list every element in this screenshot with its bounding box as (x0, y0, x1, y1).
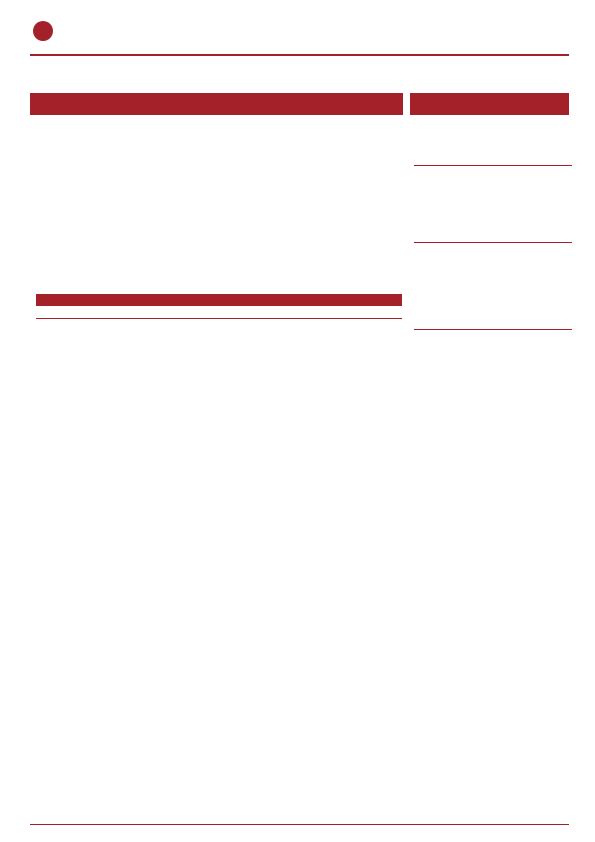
related-section (414, 325, 572, 330)
table-col-nov (158, 306, 219, 318)
table-col-nov (341, 306, 402, 318)
logo (30, 20, 56, 42)
summary-table (36, 294, 402, 319)
index-rule (414, 242, 572, 243)
related-rule (414, 329, 572, 330)
logo-badge (33, 21, 53, 41)
scale-section (414, 161, 572, 166)
table-col-yoy (97, 306, 158, 318)
table-group-new (36, 294, 219, 306)
table-col-city (36, 306, 97, 318)
table-col-yoy (280, 306, 341, 318)
report-title (30, 93, 403, 115)
table-col-city (219, 306, 280, 318)
footer-rule (30, 824, 569, 825)
scale-rule (414, 165, 572, 166)
header-rule (30, 54, 569, 56)
figure-chart (36, 188, 402, 266)
table-group-second (219, 294, 402, 306)
rating-bar (410, 93, 569, 115)
index-section (414, 238, 572, 243)
